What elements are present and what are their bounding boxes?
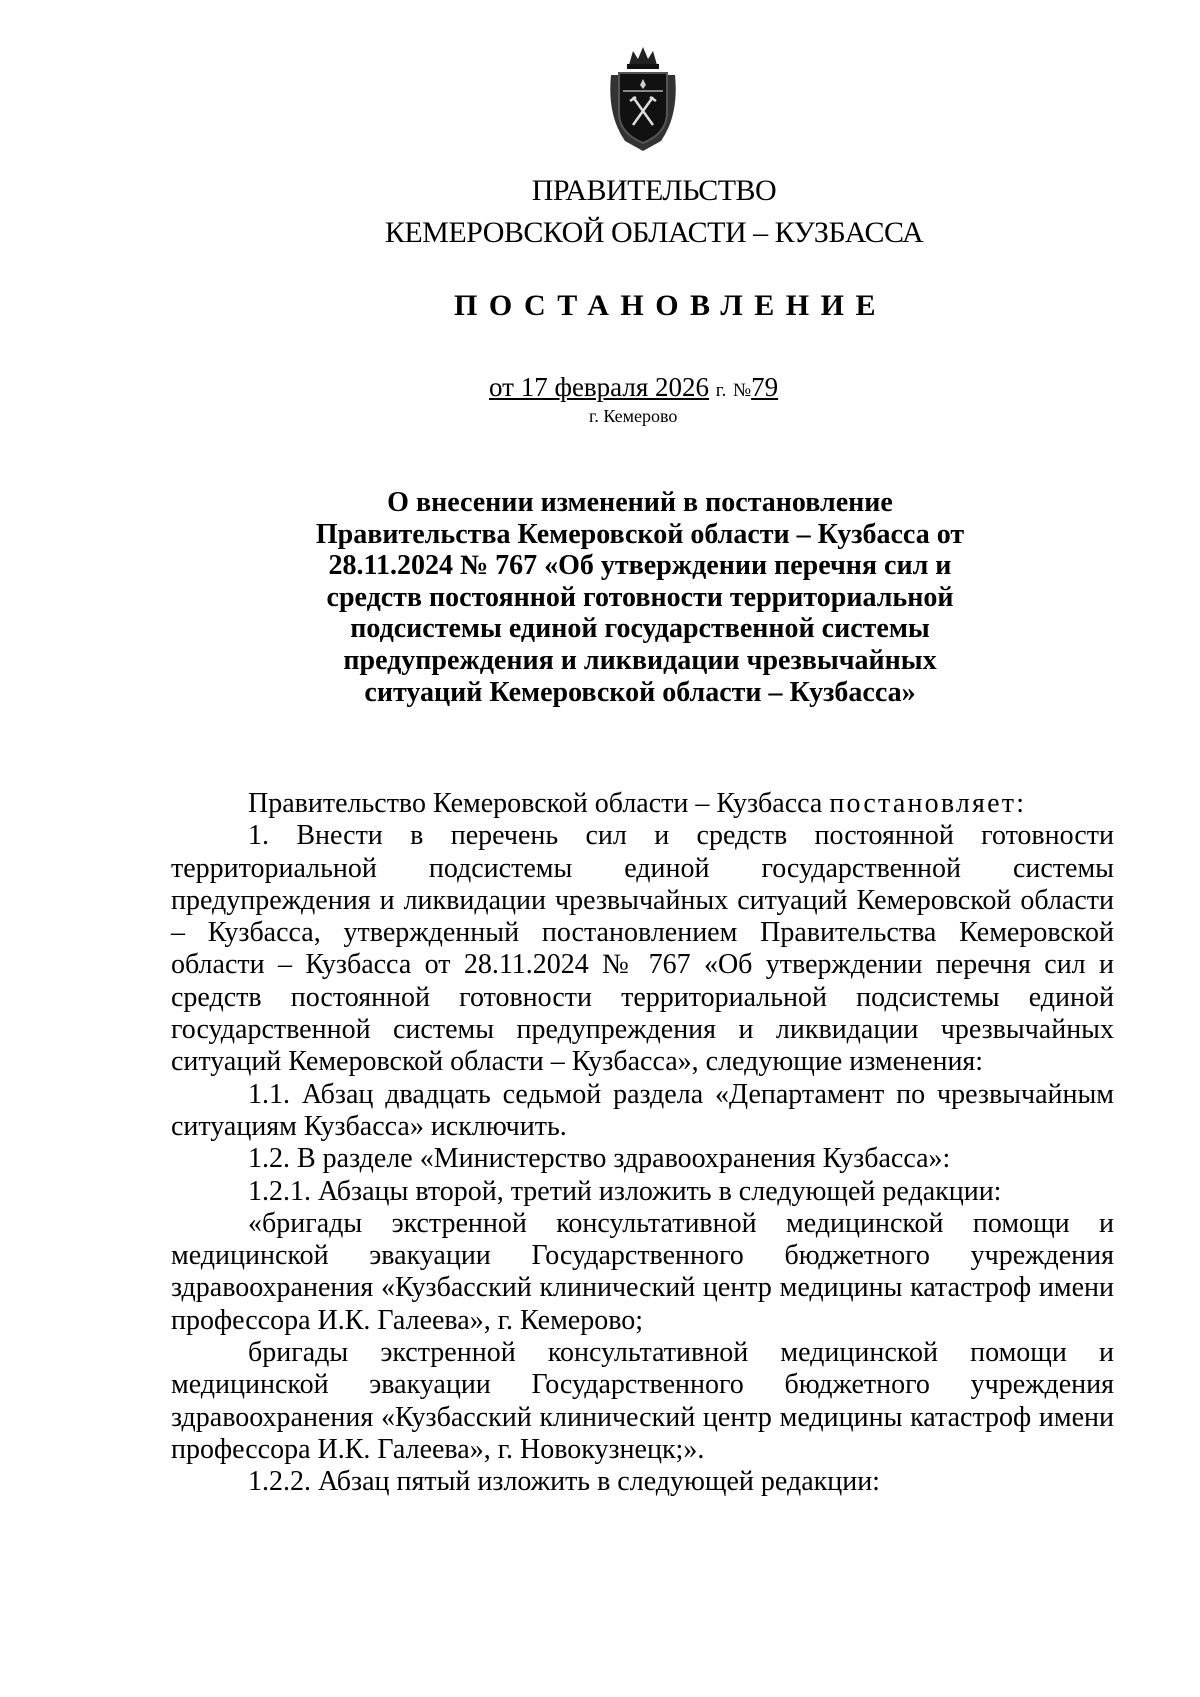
- title-line: Правительства Кемеровской области – Кузбасса от: [315, 518, 965, 550]
- title-line: средств постоянной готовности территориальной: [326, 581, 954, 613]
- document-title: [300, 487, 980, 708]
- title-line: 28.11.2024 № 767 «Об утверждении перечня сил и: [328, 550, 952, 582]
- document-place: г. Кемерово: [589, 406, 678, 426]
- quoted-paragraph-1: «бригады экстренной консультативной медицинской помощи и медицинской эвакуации Государственного бюджетного учреждения здравоохранения «Кузбасский клинический центр медицины катастроф имени профессора И.К. Галеева», г. Кемерово;: [171, 1207, 1114, 1336]
- paragraph-1-2-1: 1.2.1. Абзацы второй, третий изложить в следующей редакции:: [248, 1175, 1002, 1207]
- number-sign: №: [732, 380, 752, 401]
- document-type: ПОСТАНОВЛЕНИЕ: [454, 289, 887, 322]
- org-name-line2: КЕМЕРОВСКОЙ ОБЛАСТИ – КУЗБАССА: [384, 216, 924, 249]
- date-line: [489, 372, 778, 403]
- preamble-verb: постановляет:: [829, 788, 1027, 819]
- paragraph-1-2: 1.2. В разделе «Министерство здравоохранения Кузбасса»:: [248, 1143, 951, 1175]
- coat-of-arms-icon: [605, 45, 681, 153]
- title-line: ситуаций Кемеровской области – Кузбасса»: [364, 676, 916, 708]
- quoted-paragraph-2: бригады экстренной консультативной медицинской помощи и медицинской эвакуации Государственного бюджетного учреждения здравоохранения «Кузбасский клинический центр медицины катастроф имени профессора И.К. Галеева», г. Новокузнецк;».: [171, 1337, 1114, 1465]
- paragraph-1-1: 1.1. Абзац двадцать седьмой раздела «Департамент по чрезвычайным ситуациям Кузбасса» исключить.: [171, 1078, 1114, 1142]
- document-date: от 17 февраля 2026: [489, 372, 710, 402]
- preamble-lead: Правительство Кемеровской области – Кузбасса: [248, 788, 823, 819]
- title-line: О внесении изменений в постановление: [387, 487, 893, 518]
- preamble: [171, 788, 1114, 820]
- title-line: предупреждения и ликвидации чрезвычайных: [343, 644, 937, 676]
- title-line: подсистемы единой государственной системы: [350, 613, 930, 645]
- year-suffix: г.: [715, 380, 727, 401]
- document-body: [171, 788, 1114, 1499]
- org-name-line1: ПРАВИТЕЛЬСТВО: [531, 174, 777, 207]
- document-number: 79: [751, 372, 779, 402]
- paragraph-1-2-2: 1.2.2. Абзац пятый изложить в следующей редакции:: [248, 1466, 880, 1498]
- paragraph-1: 1. Внести в перечень сил и средств постоянной готовности территориальной подсистемы единой государственной системы предупреждения и ликвидации чрезвычайных ситуаций Кемеровской области – Кузбасса, утвержденный постановлением Правительства Кемеровской области – Кузбасса от 28.11.2024 № 767 «Об утверждении перечня сил и средств постоянной готовности территориальной подсистемы единой государственной системы предупреждения и ликвидации чрезвычайных ситуаций Кемеровской области – Кузбасса», следующие изменения:: [171, 820, 1114, 1078]
